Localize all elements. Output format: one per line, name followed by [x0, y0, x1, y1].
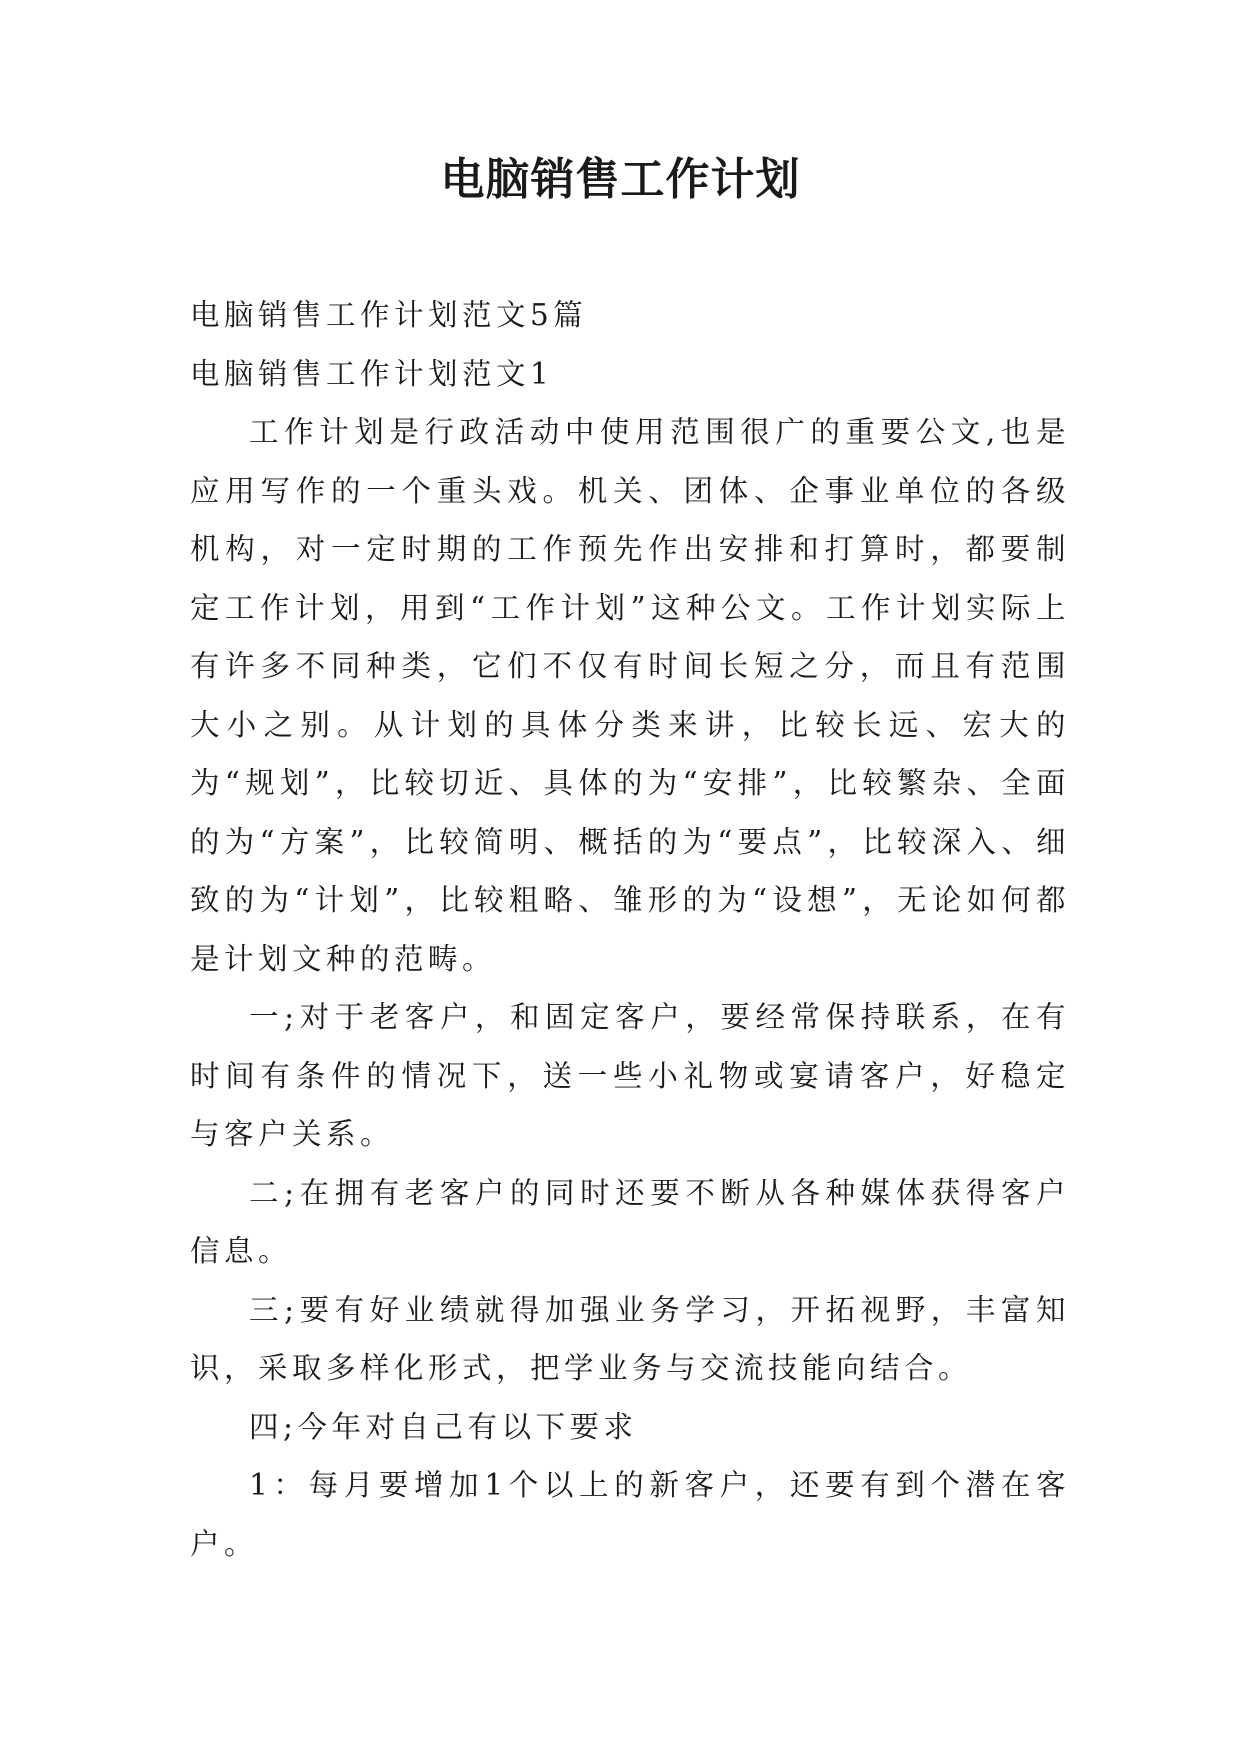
paragraph-item-4: 四;今年对自己有以下要求: [249, 1409, 638, 1444]
paragraph-item-1: 一;对于老客户，和固定客户，要经常保持联系，在有时间有条件的情况下，送一些小礼物或宴请客户，好稳定与客户关系。: [190, 1000, 1070, 1151]
paragraph-intro: 工作计划是行政活动中使用范围很广的重要公文,也是应用写作的一个重头戏。机关、团体、企事业单位的各级机构，对一定时期的工作预先作出安排和打算时，都要制定工作计划，用到“工作计划”这种公文。工作计划实际上有许多不同种类，它们不仅有时间长短之分，而且有范围大小之别。从计划的具体分类来讲，比较长远、宏大的为“规划”，比较切近、具体的为“安排”，比较繁杂、全面的为“方案”，比较简明、概括的为“要点”，比较深入、细致的为“计划”，比较粗略、雏形的为“设想”，无论如何都是计划文种的范畴。: [190, 415, 1070, 976]
paragraph-item-2: 二;在拥有老客户的同时还要不断从各种媒体获得客户信息。: [190, 1175, 1070, 1268]
section-heading: 电脑销售工作计划范文1: [190, 356, 554, 391]
paragraph-item-3: 三;要有好业绩就得加强业务学习，开拓视野，丰富知识，采取多样化形式，把学业务与交流技能向结合。: [190, 1292, 1070, 1385]
document-subtitle: 电脑销售工作计划范文5篇: [190, 298, 588, 332]
document-title: 电脑销售工作计划: [440, 154, 801, 205]
paragraph-requirement-1: 1：每月要增加1个以上的新客户，还要有到个潜在客户。: [190, 1468, 1070, 1561]
document-body: [190, 286, 1070, 1573]
